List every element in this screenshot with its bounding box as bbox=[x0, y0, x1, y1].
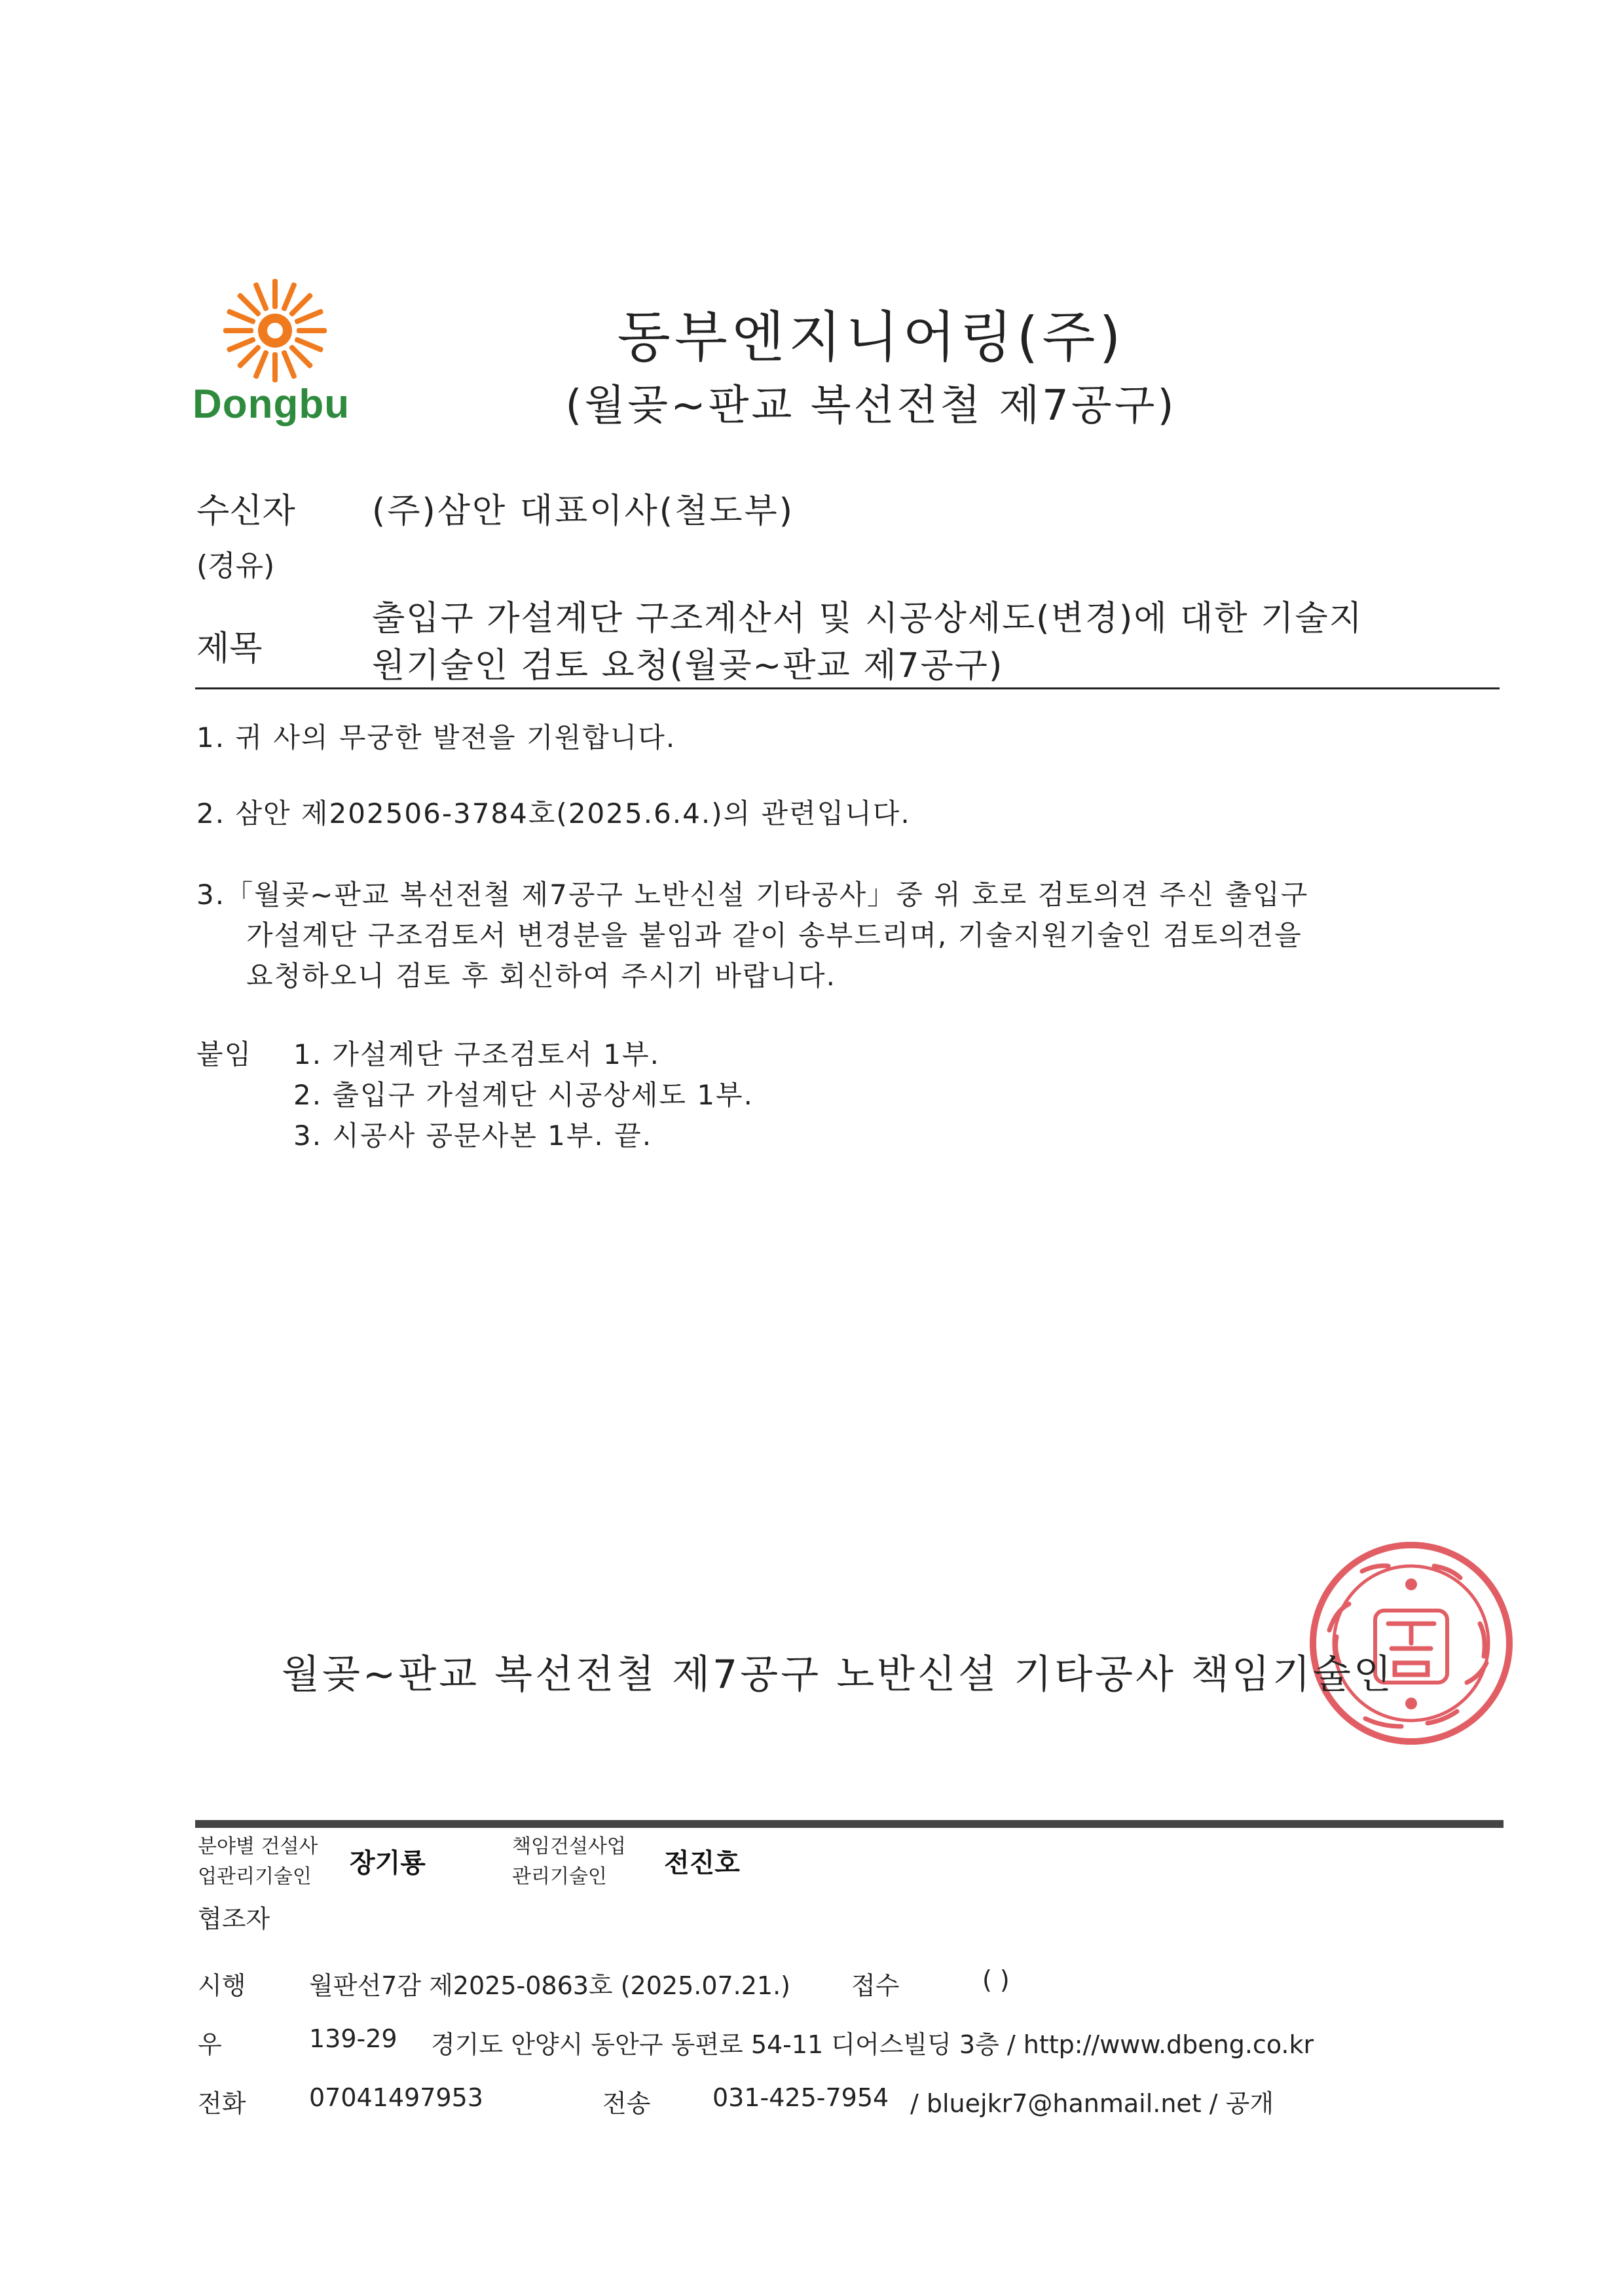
role-2-title-line-2: 관리기술인 bbox=[512, 1865, 607, 1888]
subject-line-1: 출입구 가설계단 구조계산서 및 시공상세도(변경)에 대한 기술지 bbox=[372, 599, 1363, 638]
address-and-website: 경기도 안양시 동안구 동편로 54-11 디어스빌딩 3층 / http://www.dbeng.co.kr bbox=[431, 2030, 1314, 2059]
role-1-name: 장기룡 bbox=[350, 1848, 426, 1878]
via-label: (경유) bbox=[196, 549, 275, 583]
execution-label: 시행 bbox=[198, 1971, 246, 2000]
role-1-title bbox=[198, 1832, 318, 1892]
subject-line-2: 원기술인 검토 요청(월곶~판교 제7공구) bbox=[372, 646, 1004, 685]
receipt-label: 접수 bbox=[851, 1971, 900, 2000]
receipt-value: ( ) bbox=[982, 1965, 1010, 1994]
postal-code: 139-29 bbox=[309, 2024, 397, 2053]
role-2-title bbox=[512, 1832, 626, 1892]
phone-number: 07041497953 bbox=[309, 2083, 483, 2112]
role-1-title-line-2: 업관리기술인 bbox=[198, 1865, 312, 1888]
attachment-label: 붙임 bbox=[196, 1038, 253, 1070]
paragraph-1: 1. 귀 사의 무궁한 발전을 기원합니다. bbox=[196, 721, 676, 754]
paragraph-3-line-2: 가설계단 구조검토서 변경분을 붙임과 같이 송부드리며, 기술지원기술인 검토의견을 bbox=[246, 919, 1302, 951]
cooperator-label: 협조자 bbox=[198, 1904, 270, 1933]
fax-label: 전송 bbox=[602, 2089, 651, 2118]
paragraph-3-line-3: 요청하오니 검토 후 회신하여 주시기 바랍니다. bbox=[246, 960, 836, 992]
company-name: 동부엔지니어링(주) bbox=[617, 305, 1125, 369]
attachment-item: 3. 시공사 공문사본 1부. 끝. bbox=[293, 1120, 653, 1152]
recipient-value: (주)삼안 대표이사(철도부) bbox=[372, 492, 794, 531]
postal-label: 우 bbox=[198, 2030, 222, 2059]
subject-label: 제목 bbox=[196, 629, 263, 668]
role-2-title-line-1: 책임건설사업 bbox=[512, 1835, 626, 1858]
responsible-engineer-title: 월곶~판교 복선전철 제7공구 노반신설 기타공사 책임기술인 bbox=[282, 1652, 1394, 1698]
logo-wordmark: Dongbu bbox=[193, 382, 350, 427]
paragraph-2: 2. 삼안 제202506-3784호(2025.6.4.)의 관련입니다. bbox=[196, 797, 911, 829]
attachment-item: 2. 출입구 가설계단 시공상세도 1부. bbox=[293, 1079, 754, 1111]
phone-label: 전화 bbox=[198, 2089, 246, 2118]
execution-number: 월판선7감 제2025-0863호 (2025.07.21.) bbox=[309, 1971, 791, 2000]
footer-divider bbox=[195, 1820, 1504, 1828]
email-and-disclosure: / bluejkr7@hanmail.net / 공개 bbox=[910, 2089, 1274, 2118]
fax-number: 031-425-7954 bbox=[712, 2083, 889, 2112]
recipient-label: 수신자 bbox=[196, 492, 295, 531]
company-subtitle: (월곶~판교 복선전철 제7공구) bbox=[565, 382, 1177, 430]
role-2-name: 전진호 bbox=[664, 1848, 740, 1878]
header-divider bbox=[195, 687, 1500, 689]
attachment-item: 1. 가설계단 구조검토서 1부. bbox=[293, 1038, 660, 1070]
paragraph-3-line-1: 3.「월곶~판교 복선전철 제7공구 노반신설 기타공사」중 위 호로 검토의견 주신 출입구 bbox=[196, 879, 1309, 911]
role-1-title-line-1: 분야별 건설사 bbox=[198, 1835, 318, 1858]
